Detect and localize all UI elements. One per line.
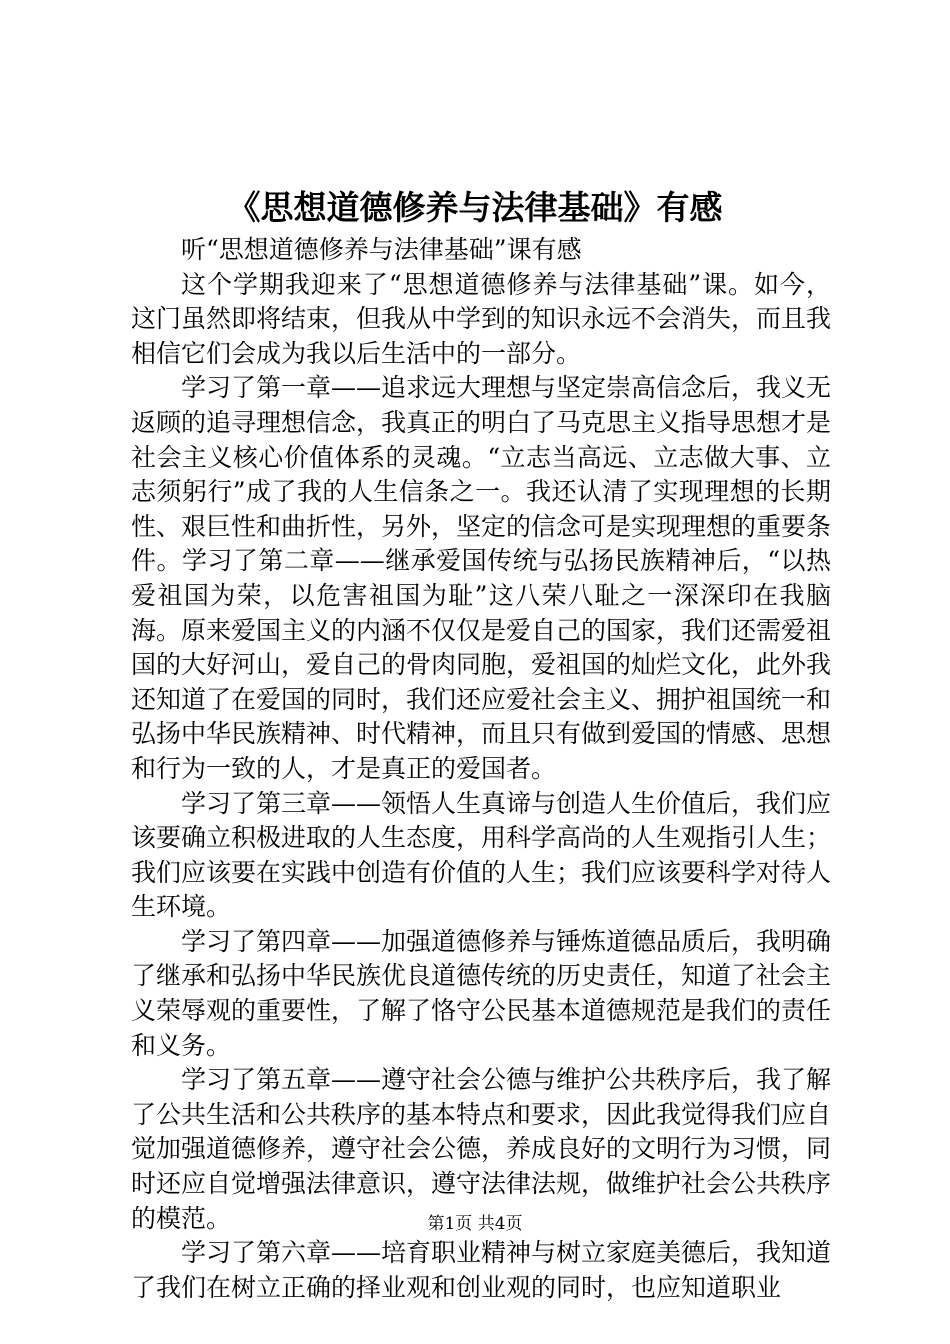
paragraph: 学习了第一章——追求远大理想与坚定崇高信念后，我义无返顾的追寻理想信念，我真正的明白了马克思主义指导思想才是社会主义核心价值体系的灵魂。“立志当高远、立志做大事、立志须躬行”成了我的人生信条之一。我还认清了实现理想的长期性、艰巨性和曲折性，另外，坚定的信念可是实现理想的重要条件。学习了第二章——继承爱国传统与弘扬民族精神后，“以热爱祖国为荣，以危害祖国为耻”这八荣八耻之一深深印在我脑海。原来爱国主义的内涵不仅仅是爱自己的国家，我们还需爱祖国的大好河山，爱自己的骨肉同胞，爱祖国的灿烂文化，此外我还知道了在爱国的同时，我们还应爱社会主义、拥护祖国统一和弘扬中华民族精神、时代精神，而且只有做到爱国的情感、思想和行为一致的人，才是真正的爱国者。 <box>131 373 832 783</box>
paragraph: 学习了第五章——遵守社会公德与维护公共秩序后，我了解了公共生活和公共秩序的基本特点和要求，因此我觉得我们应自觉加强道德修养，遵守社会公德，养成良好的文明行为习惯，同时还应自觉增强法律意识，遵守法律法规，做维护社会公共秩序的模范。 <box>131 1065 832 1233</box>
paragraph: 学习了第三章——领悟人生真谛与创造人生价值后，我们应该要确立积极进取的人生态度，用科学高尚的人生观指引人生；我们应该要在实践中创造有价值的人生；我们应该要科学对待人生环境。 <box>131 788 832 922</box>
document-body <box>131 233 831 1305</box>
paragraph: 这个学期我迎来了“思想道德修养与法律基础”课。如今，这门虽然即将结束，但我从中学到的知识永远不会消失，而且我相信它们会成为我以后生活中的一部分。 <box>131 269 832 368</box>
page-number-footer: 第1页 共4页 <box>427 1214 523 1234</box>
paragraph: 学习了第四章——加强道德修养与锤炼道德品质后，我明确了继承和弘扬中华民族优良道德传统的历史责任，知道了社会主义荣辱观的重要性，了解了恪守公民基本道德规范是我们的责任和义务。 <box>131 926 832 1060</box>
paragraph-subtitle: 听“思想道德修养与法律基础”课有感 <box>181 235 582 264</box>
document-title: 《思想道德修养与法律基础》有感 <box>227 188 723 227</box>
paragraph: 学习了第六章——培育职业精神与树立家庭美德后，我知道了我们在树立正确的择业观和创业观的同时，也应知道职业 <box>131 1238 832 1302</box>
